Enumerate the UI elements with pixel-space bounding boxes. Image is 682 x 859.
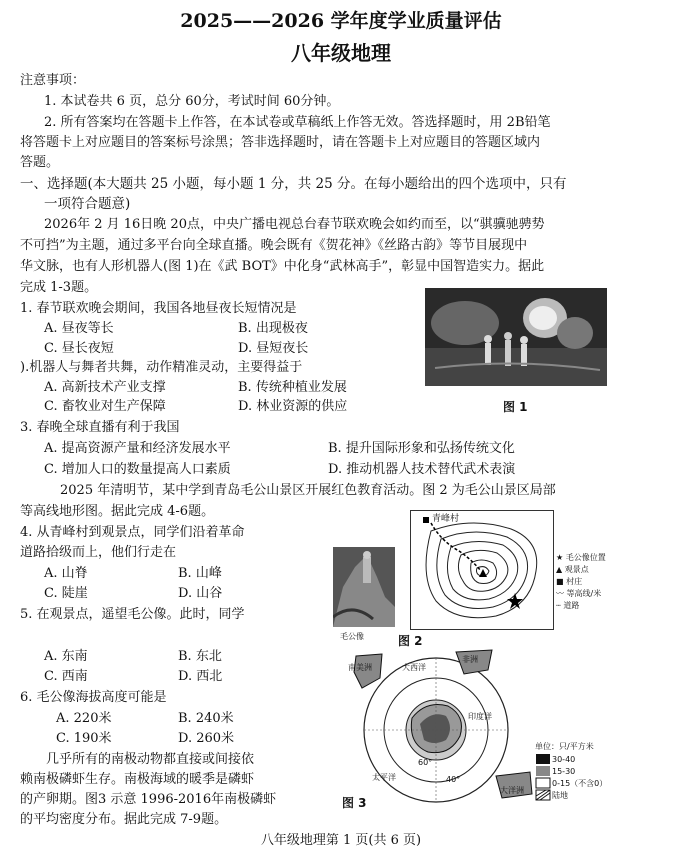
figure-3-caption: 图 3 <box>342 796 367 810</box>
figure-1-photo <box>425 288 607 386</box>
map-label-lat-40: 40° <box>446 775 461 784</box>
question-1-option-a: A. 昼夜等长 <box>44 321 114 336</box>
passage-3-line-4: 的平均密度分布。据此完成 7-9题。 <box>20 812 228 827</box>
legend-15-30: 15-30 <box>552 767 576 776</box>
notice-heading: 注意事项： <box>20 73 86 88</box>
passage-2-line-1: 2025 年清明节，某中学到青岛毛公山景区开展红色教育活动。图 2 为毛公山景区局部 <box>60 483 556 498</box>
legend-0-15: 0-15（不含0） <box>552 779 608 788</box>
question-2-option-c: C. 畜牧业对生产保障 <box>44 399 166 414</box>
question-3-option-c: C. 增加人口的数量提高人口素质 <box>44 462 231 477</box>
contour-line-icon: 〰 <box>556 589 564 598</box>
question-6-option-b: B. 240米 <box>178 711 234 726</box>
passage-3-line-1: 几乎所有的南极动物都直接或间接依 <box>46 752 255 767</box>
question-3-option-a: A. 提高资源产量和经济发展水平 <box>44 441 231 456</box>
legend-viewpoint: 观景点 <box>564 565 589 574</box>
map-label-atlantic: 大西洋 <box>402 663 426 672</box>
passage-1-line-4: 完成 1-3题。 <box>20 280 98 295</box>
section-1-heading-cont: 一项符合题意) <box>44 196 131 212</box>
figure-2-caption: 图 2 <box>398 634 423 648</box>
notice-item-2-line-2: 将答题卡上对应题目的答案标号涂黑；答非选择题时，请在答题卡上对应题目的答题区域内 <box>20 135 541 150</box>
question-4-option-b: B. 山峰 <box>178 566 222 581</box>
map-label-africa: 非洲 <box>462 655 478 664</box>
question-4-stem: 4. 从青峰村到观景点，同学们沿着革命 <box>20 525 245 540</box>
question-6-stem: 6. 毛公像海拔高度可能是 <box>20 690 167 705</box>
question-5-option-c: C. 西南 <box>44 669 88 684</box>
question-1-option-b: B. 出现极夜 <box>238 321 308 336</box>
legend-statue: 毛公像位置 <box>565 553 606 562</box>
statue-marker-icon: ★ <box>556 553 564 562</box>
figure-1-caption: 图 1 <box>503 400 528 414</box>
figure-2-village-label: 青峰村 <box>432 514 460 524</box>
legend-land: 陆地 <box>552 791 568 800</box>
notice-item-1: 1. 本试卷共 6 页，总分 60分，考试时间 60分钟。 <box>44 94 340 109</box>
figure-2-photo-label: 毛公像 <box>340 632 364 641</box>
section-1-heading: 一、选择题(本大题共 25 小题，每小题 1 分，共 25 分。在每小题给出的四个选项中，只有 <box>20 176 567 192</box>
question-2-stem: ).机器人与舞者共舞，动作精准灵动，主要得益于 <box>20 360 303 375</box>
passage-1-line-3: 华文脉，也有人形机器人(图 1)在《武 BOT》中化身“武林高手”，彰显中国智造实力。据此 <box>20 259 545 274</box>
question-6-option-a: A. 220米 <box>56 711 112 726</box>
question-3-stem: 3. 春晚全球直播有利于我国 <box>20 420 180 435</box>
exam-title: 2025——2026 学年度学业质量评估 <box>180 10 502 32</box>
question-3-option-d: D. 推动机器人技术替代武术表演 <box>328 462 516 477</box>
passage-1-line-2: 不可挡”为主题，通过多平台向全球直播。晚会既有《贺花神》《丝路古韵》等节目展现中 <box>20 238 528 253</box>
passage-2-line-2: 等高线地形图。据此完成 4-6题。 <box>20 504 215 519</box>
question-1-option-d: D. 昼短夜长 <box>238 341 309 356</box>
exam-subtitle: 八年级地理 <box>291 41 391 65</box>
question-5-option-a: A. 东南 <box>44 649 88 664</box>
figure-2-contour-map <box>410 510 554 630</box>
question-4-option-c: C. 陡崖 <box>44 586 88 601</box>
question-3-option-b: B. 提升国际形象和弘扬传统文化 <box>328 441 515 456</box>
legend-village: 村庄 <box>566 577 583 586</box>
question-5-stem: 5. 在观景点，遥望毛公像。此时，同学 <box>20 607 245 622</box>
notice-item-2-line-1: 2. 所有答案均在答题卡上作答，在本试卷或草稿纸上作答无效。答选择题时，用 2B铅笔 <box>44 115 551 130</box>
question-1-option-c: C. 昼长夜短 <box>44 341 114 356</box>
legend-road: 道路 <box>563 601 580 610</box>
question-1-stem: 1. 春节联欢晚会期间，我国各地昼夜长短情况是 <box>20 301 297 316</box>
map-label-pacific: 太平洋 <box>372 773 396 782</box>
map-label-indian-ocean: 印度洋 <box>468 712 492 721</box>
passage-3-line-3: 的产卵期。图3 示意 1996-2016年南极磷虾 <box>20 792 277 807</box>
legend-unit: 单位：只/平方米 <box>535 742 594 751</box>
map-label-lat-60: 60° <box>418 758 433 767</box>
page-footer: 八年级地理第 1 页(共 6 页) <box>260 833 422 848</box>
passage-1-line-1: 2026年 2 月 16日晚 20点，中央广播电视总台春节联欢晚会如约而至，以“骐骥驰骋势 <box>44 217 545 232</box>
question-5-option-b: B. 东北 <box>178 649 222 664</box>
question-2-option-b: B. 传统种植业发展 <box>238 380 347 395</box>
question-4-option-a: A. 山脊 <box>44 566 88 581</box>
figure-2-legend <box>556 553 616 625</box>
notice-item-2-line-3: 答题。 <box>20 155 60 170</box>
figure-2-photo <box>333 547 395 627</box>
question-5-option-d: D. 西北 <box>178 669 223 684</box>
map-label-south-america: 南美洲 <box>348 663 372 672</box>
legend-30-40: 30-40 <box>552 755 576 764</box>
question-6-option-d: D. 260米 <box>178 731 235 746</box>
question-4-option-d: D. 山谷 <box>178 586 223 601</box>
legend-contour: 等高线/米 <box>566 589 602 598</box>
question-6-option-c: C. 190米 <box>56 731 112 746</box>
passage-3-line-2: 赖南极磷虾生存。南极海域的暖季是磷虾 <box>20 772 255 787</box>
question-4-stem-cont: 道路拾级而上，他们行走在 <box>20 545 177 560</box>
map-label-oceania: 大洋洲 <box>500 786 524 795</box>
viewpoint-marker-icon: ▲ <box>556 565 563 574</box>
question-2-option-a: A. 高新技术产业支撑 <box>44 380 166 395</box>
road-line-icon: ┄ <box>556 601 561 610</box>
village-marker-icon: ■ <box>556 577 564 586</box>
question-2-option-d: D. 林业资源的供应 <box>238 399 348 414</box>
